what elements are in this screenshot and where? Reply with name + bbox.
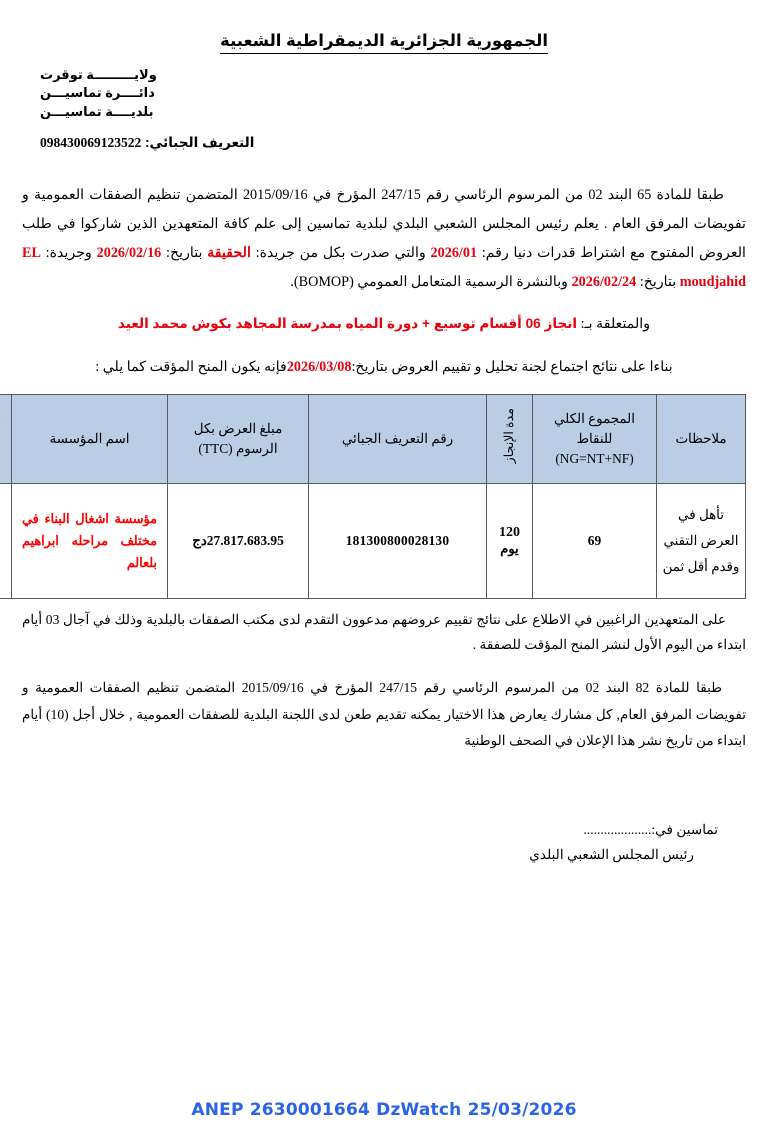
td-total-points: 69	[533, 484, 657, 599]
paragraph-intro	[22, 181, 746, 297]
td-notes: تأهل في العرض التقني وقدم أقل ثمن	[657, 484, 746, 599]
document-header	[22, 0, 746, 54]
signature-place-date: تماسين في:....................	[583, 821, 718, 837]
th-total-points-label: المجموع الكلي للنقاط (NG=NT+NF)	[554, 410, 635, 467]
intro-text-d: وجريدة:	[40, 245, 97, 262]
award-table	[0, 394, 746, 599]
org-line-wilaya: ولايـــــــــة توقرت	[40, 66, 157, 82]
republic-title: الجمهورية الجزائرية الديمقراطية الشعبية	[220, 32, 548, 54]
td-type-of-works-text	[0, 509, 1, 570]
td-company-name-text: مؤسسة اشغال البناء في مختلف مراحله ابراهيم بلعالم	[22, 511, 157, 571]
tax-id-label: التعريف الجبائي:	[145, 135, 255, 151]
body-area	[22, 181, 746, 867]
th-type-of-works	[0, 395, 12, 484]
th-company-name	[12, 395, 168, 484]
basis-text-b: فإنه يكون المنح المؤقت كما يلي :	[95, 359, 287, 376]
th-execution-period-label: مدة الإنجاز	[502, 408, 517, 464]
paragraph-appeal: على المتعهدين الراغبين في الاطلاع على نتائج تقييم عروضهم مدعوون التقدم لدى مكتب الصفقات بالبلدية وذلك في آجال 03 أيام ابتداء من اليوم الأول لنشر المنح المؤقت للصفقة .	[22, 612, 746, 653]
td-offer-amount: 27.817.683.95دج	[168, 484, 309, 599]
newspaper-french: EL moudjahid	[22, 245, 746, 291]
tax-id-value: 098430069123522	[40, 135, 142, 151]
newspaper-arabic-date: 2026/02/16	[96, 245, 162, 262]
paragraph-basis	[22, 359, 746, 376]
td-execution-period-value: 120	[499, 525, 520, 541]
anep-footer: ANEP 2630001664 DzWatch 25/03/2026	[191, 1100, 577, 1120]
intro-text-e: بتاريخ:	[636, 274, 680, 291]
td-execution-period	[487, 484, 533, 599]
signature-block	[22, 817, 746, 867]
th-type-of-works-label	[0, 406, 1, 467]
td-company-name	[12, 484, 168, 599]
paragraph-subject	[22, 312, 746, 338]
th-offer-amount-label: مبلغ العرض بكل الرسوم (TTC)	[193, 421, 283, 457]
intro-text-f: وبالنشرة الرسمية المتعامل العمومي (BOMOP).	[290, 274, 572, 291]
org-line-baladia: بلديــــة تماسيـــن	[40, 103, 154, 119]
signature-title: رئيس المجلس الشعبي البلدي	[529, 847, 694, 863]
th-total-points	[533, 395, 657, 484]
th-notes-label: ملاحظات	[675, 431, 727, 447]
tender-number: 2026/01	[430, 245, 478, 262]
td-execution-period-unit: يوم	[500, 541, 519, 557]
table-header-row	[0, 395, 746, 484]
intro-text-c: بتاريخ:	[161, 245, 208, 262]
tax-id-header	[22, 135, 746, 151]
table-row	[0, 484, 746, 599]
th-tax-id-label: رقم التعريف الجبائي	[341, 431, 454, 447]
intro-text-a: طبقا للمادة 65 البند 02 من المرسوم الرئاسي رقم 247/15 المؤرخ في 2015/09/16 المتضمن تنظيم الصفقات العمومية و تفويضات المرفق العام . يعلم رئيس المجلس الشعبي البلدي لبلدية تماسين إلى علم كافة المتعهدين الذين شاركوا في طلب العروض المفتوح مع اشتراط قدرات دنيا رقم:	[22, 187, 746, 262]
intro-text-b: والتي صدرت بكل من جريدة:	[250, 245, 431, 262]
subject-label: والمتعلقة بـ:	[580, 315, 651, 332]
th-tax-id	[309, 395, 487, 484]
subject-value: انجاز 06 أقسام توسيع + دورة المياه بمدرسة المجاهد بكوش محمد العيد	[117, 315, 578, 331]
org-line-daira: دائــــرة تماسيـــن	[40, 85, 155, 101]
th-offer-amount	[168, 395, 309, 484]
evaluation-date: 2026/03/08	[286, 359, 352, 376]
th-execution-period	[487, 395, 533, 484]
td-type-of-works	[0, 484, 12, 599]
basis-text-a: بناءا على نتائج اجتماع لجنة تحليل و تقييم العروض بتاريخ:	[351, 359, 673, 376]
paragraph-legal: طبقا للمادة 82 البند 02 من المرسوم الرئاسي رقم 247/15 المؤرخ في 2015/09/16 المتضمن تنظيم الصفقات العمومية و تفويضات المرفق العام, كل مشارك يعارض هذا الاختيار يمكنه تقديم طعن لدى اللجنة البلدية للصفقات العمومية , خلال أجل (10) أيام ابتداء من تاريخ نشر هذا الإعلان في الصحف الوطنية	[22, 680, 746, 749]
newspaper-french-date: 2026/02/24	[571, 274, 637, 291]
organization-block	[22, 66, 746, 121]
th-notes	[657, 395, 746, 484]
td-tax-id: 181300800028130	[309, 484, 487, 599]
th-company-name-label: اسم المؤسسة	[49, 431, 130, 447]
newspaper-arabic: الحقيقة	[207, 245, 251, 262]
